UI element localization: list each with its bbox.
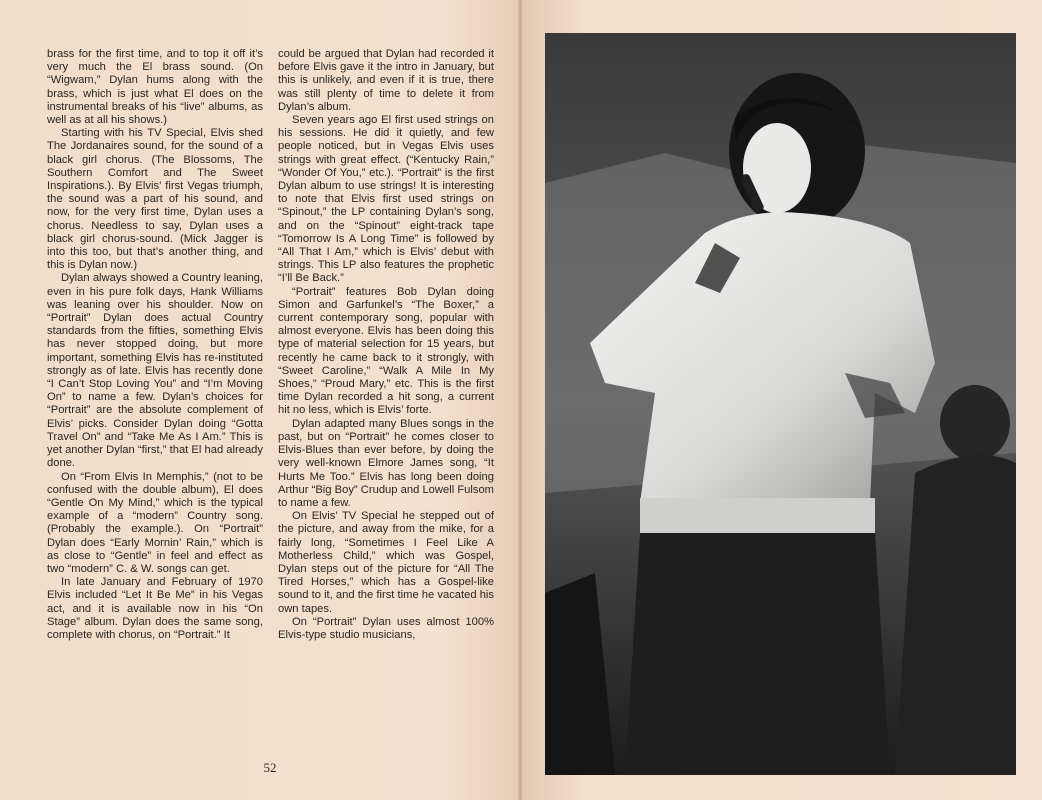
- paragraph: could be argued that Dylan had recorded it before Elvis gave it the intro in January, but this is unlikely, and even if it is true, there was still plenty of time to delete it from Dylan’s album.: [278, 48, 494, 113]
- left-page: [0, 0, 520, 800]
- paragraph: Dylan always showed a Country leaning, even in his pure folk days, Hank Williams was leaning over his shoulder. Now on “Portrait” Dylan does actual Country standards from the fifties, something Elvis has never stopped doing, but more important, something Elvis has re-instituted strongly as of late. Elvis has recently done “I Can’t Stop Loving You” and “I’m Moving On” to name a few. Dylan’s choices for “Portrait” are the absolute complement of Elvis’ picks. Consider Dylan doing “Gotta Travel On” and “Take Me As I Am.” This is yet another Dylan “first,” that El had already done.: [47, 272, 263, 470]
- text-column-left: [47, 48, 263, 753]
- page-number: 52: [263, 760, 277, 775]
- concert-photo: [545, 33, 1016, 775]
- paragraph: Dylan adapted many Blues songs in the past, but on “Portrait” he comes closer to Elvis-Blues than ever before, by doing the very well-known Elmore James song, “It Hurts Me Too.” Elvis has long been doing Arthur “Big Boy” Crudup and Lowell Fulsom to name a few.: [278, 417, 494, 509]
- paragraph: Starting with his TV Special, Elvis shed The Jordanaires sound, for the sound of a black girl chorus. (The Blossoms, The Southern Comfort and The Sweet Inspirations.). By Elvis’ first Vegas triumph, the sound was a part of his sound, and now, for the very first time, Dylan uses a chorus. Needless to say, Dylan uses a black girl chorus-sound. (Mick Jagger is into this too, but that’s another thing, and this is Dylan now.): [47, 127, 263, 272]
- paragraph: On Elvis’ TV Special he stepped out of the picture, and away from the mike, for a fairly long, “Sometimes I Feel Like A Motherless Child,” which was Gospel, Dylan steps out of the picture for “All The Tired Horses,” which has a Gospel-like sound to it, and the first time he vacated his own tapes.: [278, 510, 494, 615]
- paragraph: In late January and February of 1970 Elvis included “Let It Be Me” in his Vegas act, and it is available now in his “On Stage” album. Dylan does the same song, complete with chorus, on “Portrait.” It: [47, 576, 263, 641]
- paragraph: “Portrait” features Bob Dylan doing Simon and Garfunkel’s “The Boxer,” a current contemporary song, popular with almost everyone. Elvis has been doing this type of material selection for 15 years, but recently he came back to it strongly, with “Sweet Caroline,” “Walk A Mile In My Shoes,” “Proud Mary,” etc. This is the first time Dylan recorded a hit song, a current hit no less, which is Elvis’ forte.: [278, 285, 494, 417]
- paragraph: On “From Elvis In Memphis,” (not to be confused with the double album), El does “Gentle On My Mind,” which is the typical example of a “modern” Country song. (Probably the example.). On “Portrait” Dylan does “Early Mornin’ Rain,” which is as close to “Gentle” in feel and effect as two “modern” C. & W. songs can get.: [47, 470, 263, 575]
- paragraph: brass for the first time, and to top it off it’s very much the El brass sound. (On “Wigwam,” Dylan hums along with the brass, which is just what El does on the instrumental breaks of his “live” albums, as well as at all his shows.): [47, 48, 263, 127]
- text-column-right: [278, 48, 494, 753]
- paragraph: On “Portrait” Dylan uses almost 100% Elvis-type studio musicians,: [278, 615, 494, 641]
- concert-photo-image: [545, 33, 1016, 775]
- paragraph: Seven years ago El first used strings on his sessions. He did it quietly, and few people noticed, but in Vegas Elvis uses strings with great effect. (“Kentucky Rain,” “Wonder Of You,” etc.). “Portrait” is the first Dylan album to use strings! It is interesting to note that Elvis first used strings on “Spinout,” the LP containing Dylan’s song, and on the “Spinout” eight-track tape “Tomorrow Is A Long Time” is followed by “All That I Am,” which is Elvis’ debut with strings. This LP also features the prophetic “I’ll Be Back.”: [278, 114, 494, 285]
